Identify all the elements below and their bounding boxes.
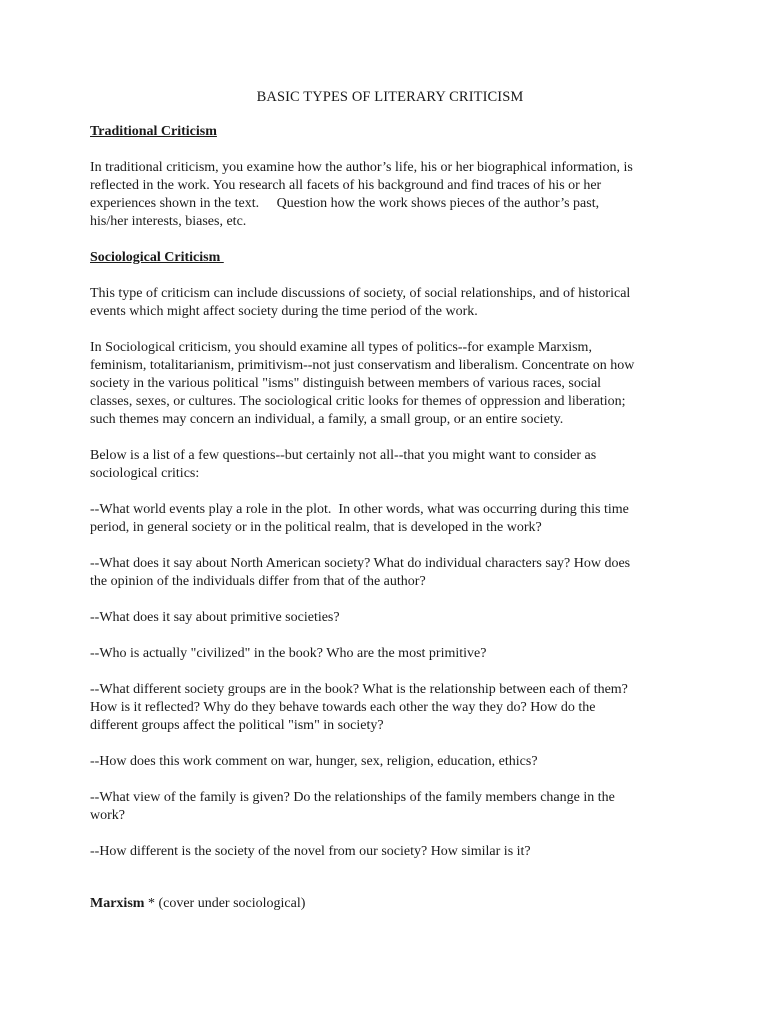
text-line: the opinion of the individuals differ from that of the author?	[90, 574, 426, 589]
question-item	[90, 753, 690, 771]
text-line: In traditional criticism, you examine how the author’s life, his or her biographical information, is	[90, 160, 633, 175]
text-line: classes, sexes, or cultures. The sociological critic looks for themes of oppression and liberation;	[90, 394, 626, 409]
heading-sociological-criticism: Sociological Criticism	[90, 250, 224, 265]
marxism-label: Marxism	[90, 896, 145, 911]
text-line: different groups affect the political "ism" in society?	[90, 718, 384, 733]
question-item	[90, 501, 690, 537]
text-line: --How different is the society of the novel from our society? How similar is it?	[90, 844, 531, 859]
text-line: --How does this work comment on war, hunger, sex, religion, education, ethics?	[90, 754, 538, 769]
heading-traditional-criticism: Traditional Criticism	[90, 124, 217, 139]
question-item	[90, 789, 690, 825]
question-item	[90, 843, 690, 861]
question-item	[90, 681, 690, 735]
question-item	[90, 555, 690, 591]
marxism-note: * (cover under sociological)	[144, 896, 306, 911]
text-line: work?	[90, 808, 125, 823]
question-item	[90, 609, 690, 627]
paragraph-sociological-politics	[90, 339, 690, 429]
text-line: --Who is actually "civilized" in the book? Who are the most primitive?	[90, 646, 487, 661]
document-title: BASIC TYPES OF LITERARY CRITICISM	[256, 89, 524, 105]
text-line: How is it reflected? Why do they behave towards each other the way they do? How do the	[90, 700, 596, 715]
text-line: --What does it say about North American society? What do individual characters say? How does	[90, 556, 631, 571]
text-line: events which might affect society during the time period of the work.	[90, 304, 478, 319]
text-line: This type of criticism can include discussions of society, of social relationships, and of historical	[90, 286, 631, 301]
text-line: such themes may concern an individual, a family, a small group, or an entire society.	[90, 412, 564, 427]
document-page	[90, 88, 690, 931]
text-line: sociological critics:	[90, 466, 200, 481]
text-line: --What different society groups are in the book? What is the relationship between each of them?	[90, 682, 628, 697]
text-line: In Sociological criticism, you should examine all types of politics--for example Marxism,	[90, 340, 592, 355]
text-line: --What view of the family is given? Do the relationships of the family members change in the	[90, 790, 615, 805]
text-line: society in the various political "isms" distinguish between members of various races, social	[90, 376, 602, 391]
text-line: reflected in the work. You research all facets of his background and find traces of his or her	[90, 178, 602, 193]
question-item	[90, 645, 690, 663]
text-line: --What world events play a role in the plot. In other words, what was occurring during this time	[90, 502, 629, 517]
marxism-line	[90, 895, 690, 913]
text-line: feminism, totalitarianism, primitivism--not just conservatism and liberalism. Concentrate on how	[90, 358, 635, 373]
text-line: period, in general society or in the political realm, that is developed in the work?	[90, 520, 542, 535]
text-line: Below is a list of a few questions--but certainly not all--that you might want to consider as	[90, 448, 597, 463]
text-line: his/her interests, biases, etc.	[90, 214, 247, 229]
text-line: experiences shown in the text. Question how the work shows pieces of the author’s past,	[90, 196, 600, 211]
paragraph-sociological-intro	[90, 285, 690, 321]
paragraph-traditional	[90, 159, 690, 231]
paragraph-questions-intro	[90, 447, 690, 483]
text-line: --What does it say about primitive societies?	[90, 610, 340, 625]
